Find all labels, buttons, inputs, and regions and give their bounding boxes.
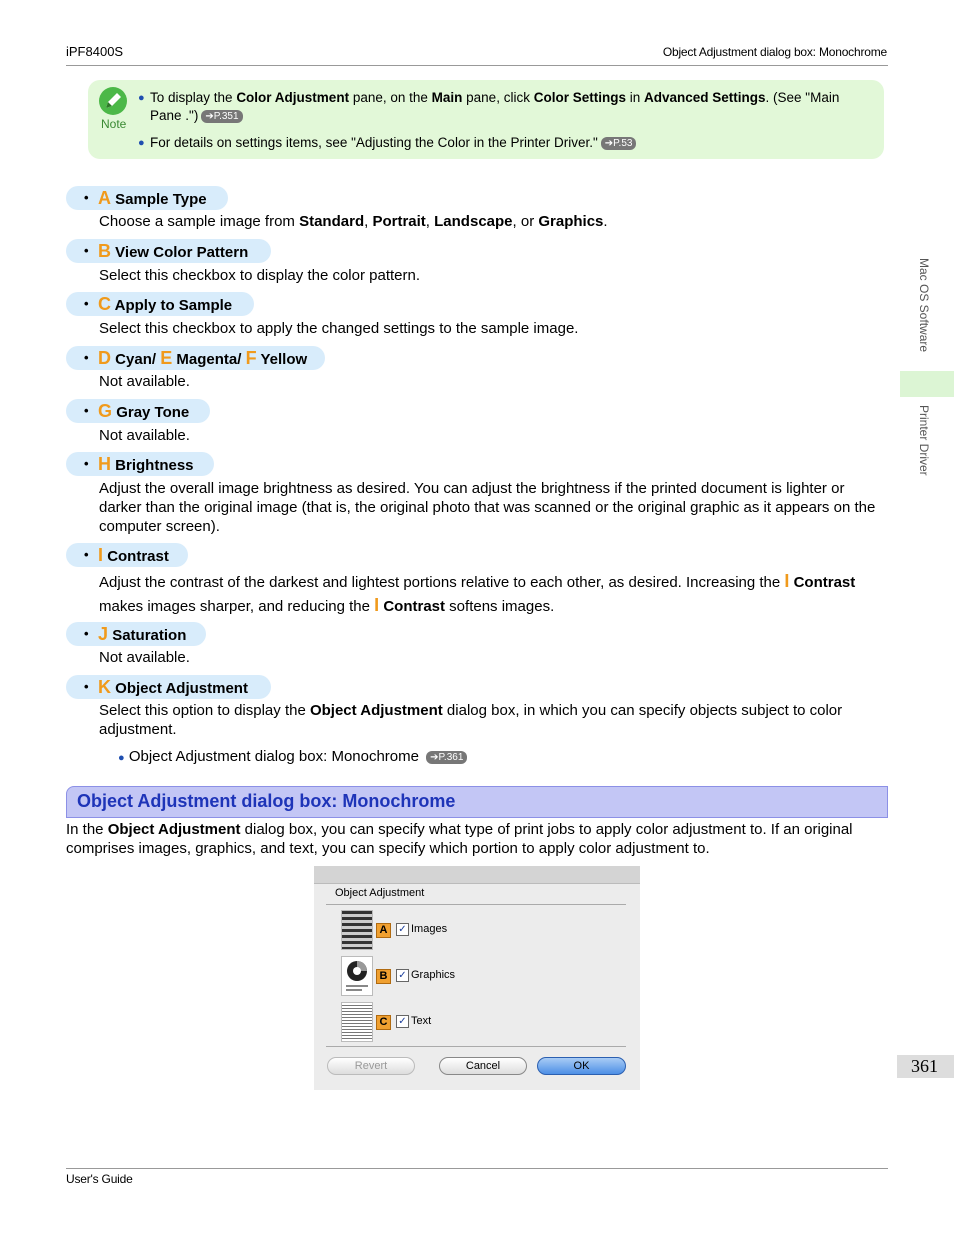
ok-button[interactable]: OK <box>537 1057 626 1075</box>
page-number-tab <box>897 1055 954 1078</box>
item-desc-brightness: Adjust the overall image brightness as desired. You can adjust the brightness if the printed document is lighter or darker than the original image (that is, the original photo that was scanned or the original graphic as it appears on the computer screen). <box>99 480 876 535</box>
images-thumbnail-icon <box>341 910 373 950</box>
page-ref-link[interactable]: ➔P.361 <box>426 751 467 764</box>
sidebar-highlight <box>900 371 954 397</box>
sidebar-chapter: Mac OS Software <box>917 258 931 353</box>
item-desc-apply-to-sample: Select this checkbox to apply the changed settings to the sample image. <box>99 320 579 337</box>
section-paragraph: In the Object Adjustment dialog box, you can specify what type of print jobs to apply color adjustment to. If an original comprises images, graphics, and text, you can specify which portion to apply color adjustment to. <box>66 821 853 857</box>
note-label: Note <box>101 117 127 131</box>
item-heading-gray-tone: • G Gray Tone <box>66 399 210 423</box>
item-heading-sample-type: • A Sample Type <box>66 186 228 210</box>
item-heading-contrast: • I Contrast <box>66 543 188 567</box>
graphics-checkbox[interactable]: ✓ <box>396 969 409 982</box>
dialog-divider-bottom <box>326 1046 626 1047</box>
item-desc-cyan-magenta-yellow: Not available. <box>99 373 190 390</box>
sub-item-object-adjustment: ● Object Adjustment dialog box: Monochrome ➔P.361 <box>118 748 467 765</box>
images-checkbox[interactable]: ✓ <box>396 923 409 936</box>
item-desc-saturation: Not available. <box>99 649 190 666</box>
sidebar-section: Printer Driver <box>917 405 931 476</box>
images-checkbox-label: Images <box>411 923 448 935</box>
item-desc-contrast: Adjust the contrast of the darkest and lightest portions relative to each other, as desired. Increasing the I Contrast makes images sharper, and reducing the I Contrast softens images. <box>99 571 856 615</box>
item-heading-apply-to-sample: • C Apply to Sample <box>66 292 254 316</box>
option-letter-a: A <box>376 923 391 938</box>
page-ref-link[interactable]: ➔P.53 <box>601 137 637 150</box>
dialog-titlebar <box>314 866 640 884</box>
object-adjustment-dialog <box>314 866 640 1090</box>
text-checkbox-label: Text <box>411 1015 432 1027</box>
item-heading-cyan-magenta-yellow: • D Cyan/ E Magenta/ F Yellow <box>66 346 325 370</box>
option-letter-c: C <box>376 1015 391 1030</box>
note-item-1: ● To display the Color Adjustment pane, on the Main pane, click Color Settings in Advanced Settings. (See "Main Pane .") ➔P.351 <box>138 90 840 123</box>
revert-button[interactable]: Revert <box>327 1057 415 1075</box>
item-heading-brightness: • H Brightness <box>66 452 214 476</box>
note-pencil-icon <box>99 87 127 115</box>
page-number: 361 <box>911 1056 938 1076</box>
item-heading-object-adjustment: • K Object Adjustment <box>66 675 271 699</box>
option-letter-b: B <box>376 969 391 984</box>
page-ref-link[interactable]: ➔P.351 <box>201 110 242 123</box>
item-desc-sample-type: Choose a sample image from Standard, Portrait, Landscape, or Graphics. <box>99 213 608 230</box>
section-heading: Object Adjustment dialog box: Monochrome <box>66 786 888 818</box>
footer-text: User's Guide <box>66 1172 133 1186</box>
header-product: iPF8400S <box>66 44 124 59</box>
note-item-2: ● For details on settings items, see "Adjusting the Color in the Printer Driver." ➔P.53 <box>138 134 858 152</box>
dialog-divider <box>326 904 626 905</box>
text-checkbox[interactable]: ✓ <box>396 1015 409 1028</box>
item-heading-view-color-pattern: • B View Color Pattern <box>66 239 271 263</box>
bullet-icon: ● <box>118 752 125 764</box>
footer-divider <box>66 1168 888 1169</box>
text-thumbnail-icon <box>341 1002 373 1042</box>
dialog-title: Object Adjustment <box>335 887 425 899</box>
graphics-checkbox-label: Graphics <box>411 969 456 981</box>
header-section: Object Adjustment dialog box: Monochrome <box>662 45 887 59</box>
item-desc-object-adjustment: Select this option to display the Object Adjustment dialog box, in which you can specify objects subject to color adjustment. <box>99 702 843 738</box>
bullet-icon: ● <box>138 137 145 149</box>
item-desc-view-color-pattern: Select this checkbox to display the color pattern. <box>99 267 421 284</box>
bullet-icon: ● <box>138 92 145 104</box>
item-desc-gray-tone: Not available. <box>99 427 190 444</box>
graphics-thumbnail-icon <box>341 956 373 996</box>
header-divider <box>66 65 888 66</box>
cancel-button[interactable]: Cancel <box>439 1057 527 1075</box>
item-heading-saturation: • J Saturation <box>66 622 206 646</box>
